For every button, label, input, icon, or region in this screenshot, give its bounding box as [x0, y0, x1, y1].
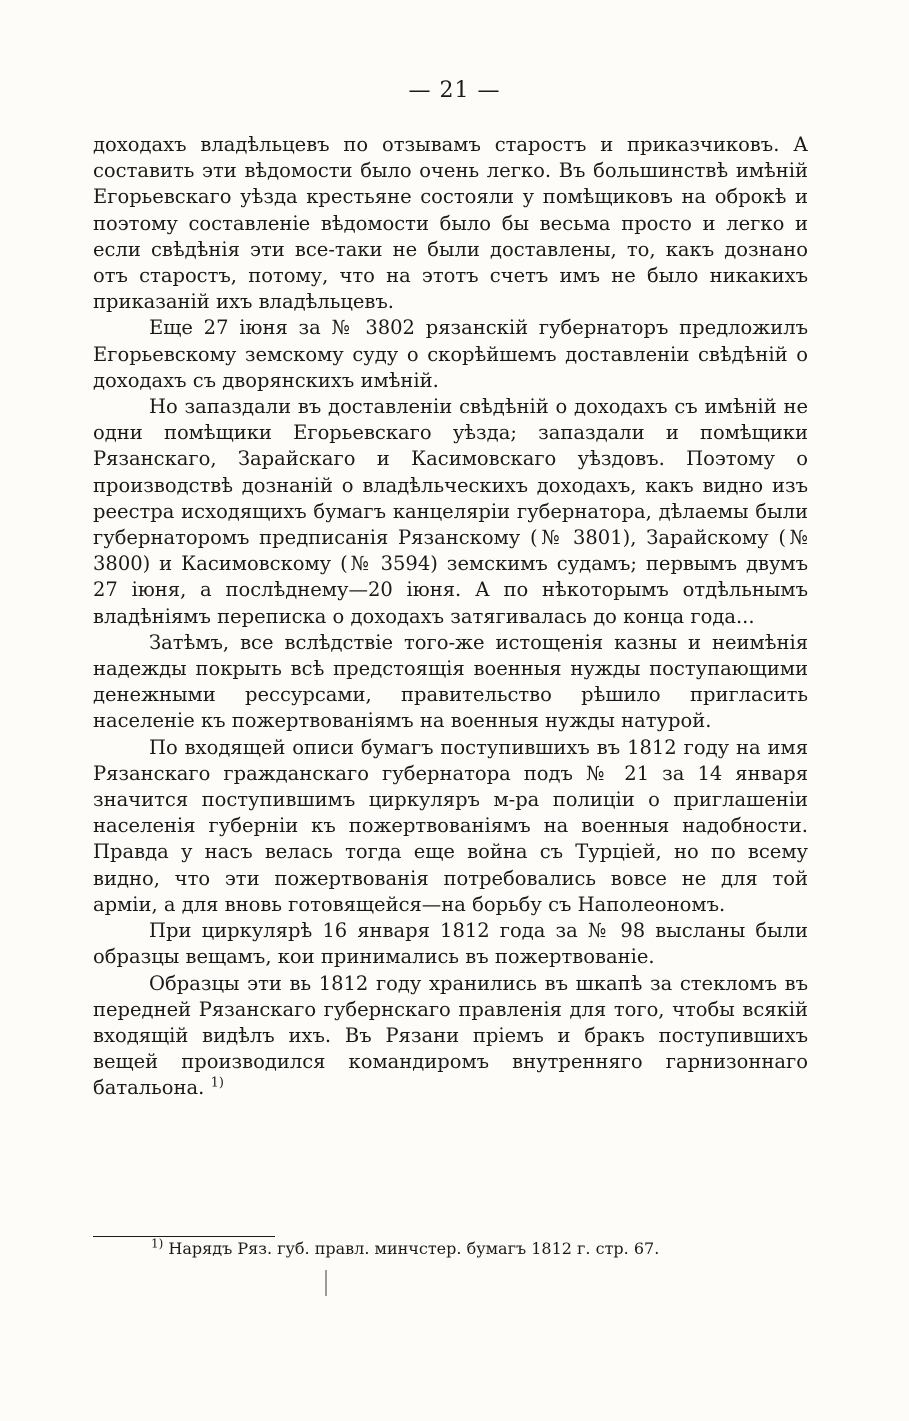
- body-text: [93, 132, 808, 1102]
- page-number: — 21 —: [408, 78, 501, 103]
- footnote-mark: 1): [151, 1236, 164, 1251]
- footnote-reference[interactable]: 1): [210, 1075, 224, 1091]
- footnote-separator: [93, 1236, 275, 1237]
- footnote: [151, 1238, 811, 1260]
- paragraph-6: При циркулярѣ 16 января 1812 года за № 98 высланы были образцы вещамъ, кои принимались въ пожертвованіе.: [93, 919, 808, 969]
- paragraph-4: Затѣмъ, все вслѣдствіе того-же истощенія казны и неимѣнія надежды покрыть всѣ предстоящія военныя нужды поступающими денежными рессурсами, правительство рѣшило пригласить населеніе къ пожертвованіямъ на военныя нужды натурой.: [93, 630, 808, 733]
- paragraph-7-text: Образцы эти вь 1812 году хранились въ шкапѣ за стекломъ въ передней Рязанскаго губернскаго правленія для того, чтобы всякій входящій видѣлъ ихъ. Въ Рязани пріемъ и бракъ поступившихъ вещей производился командиромъ внутренняго гарнизоннаго батальона.: [93, 971, 808, 1100]
- paragraph-1: доходахъ владѣльцевъ по отзывамъ старостъ и приказчиковъ. А составить эти вѣдомости было очень легко. Въ большинствѣ имѣній Егорьевскаго уѣзда крестьяне состояли у помѣщиковъ на оброкѣ и поэтому составленіе вѣдомости было бы весьма просто и легко и если свѣдѣнія эти все-таки не были доставлены, то, какъ дознано отъ старостъ, потому, что на этотъ счетъ имъ не было никакихъ приказаній ихъ владѣльцевъ.: [93, 133, 808, 314]
- paragraph-7: [93, 971, 808, 1102]
- paragraph-5: По входящей описи бумагъ поступившихъ въ 1812 году на имя Рязанскаго гражданскаго губернатора подъ № 21 за 14 января значится поступившимъ циркуляръ м-ра полиціи о приглашеніи населенія губерніи къ пожертвованіямъ на военныя надобности. Правда у насъ велась тогда еще война съ Турціей, но по всему видно, что эти пожертвованія потребовались вовсе не для той арміи, а для вновь готовящейся—на борьбу съ Наполеономъ.: [93, 735, 808, 916]
- paragraph-2: Еще 27 іюня за № 3802 рязанскій губернаторъ предложилъ Егорьевскому земскому суду о скорѣйшемъ доставленіи свѣдѣній о доходахъ съ дворянскихъ имѣній.: [93, 316, 808, 392]
- scan-mark: [325, 1270, 327, 1296]
- paragraph-3: Но запаздали въ доставленіи свѣдѣній о доходахъ съ имѣній не одни помѣщики Егорьевскаго уѣзда; запаздали и помѣщики Рязанскаго, Зарайскаго и Касимовскаго уѣздовъ. Поэтому о производствѣ дознаній о владѣльческихъ доходахъ, какъ видно изъ реестра исходящихъ бумагъ канцеляріи губернатора, дѣлаемы были губернаторомъ предписанія Рязанскому (№ 3801), Зарайскому (№ 3800) и Касимовскому (№ 3594) земскимъ судамъ; первымъ двумъ 27 іюня, а послѣднему—20 іюня. А по нѣкоторымъ отдѣльнымъ владѣніямъ переписка о доходахъ затягивалась до конца года...: [93, 395, 808, 628]
- footnote-text: Нарядъ Ряз. губ. правл. минчстер. бумагъ 1812 г. стр. 67.: [168, 1239, 660, 1258]
